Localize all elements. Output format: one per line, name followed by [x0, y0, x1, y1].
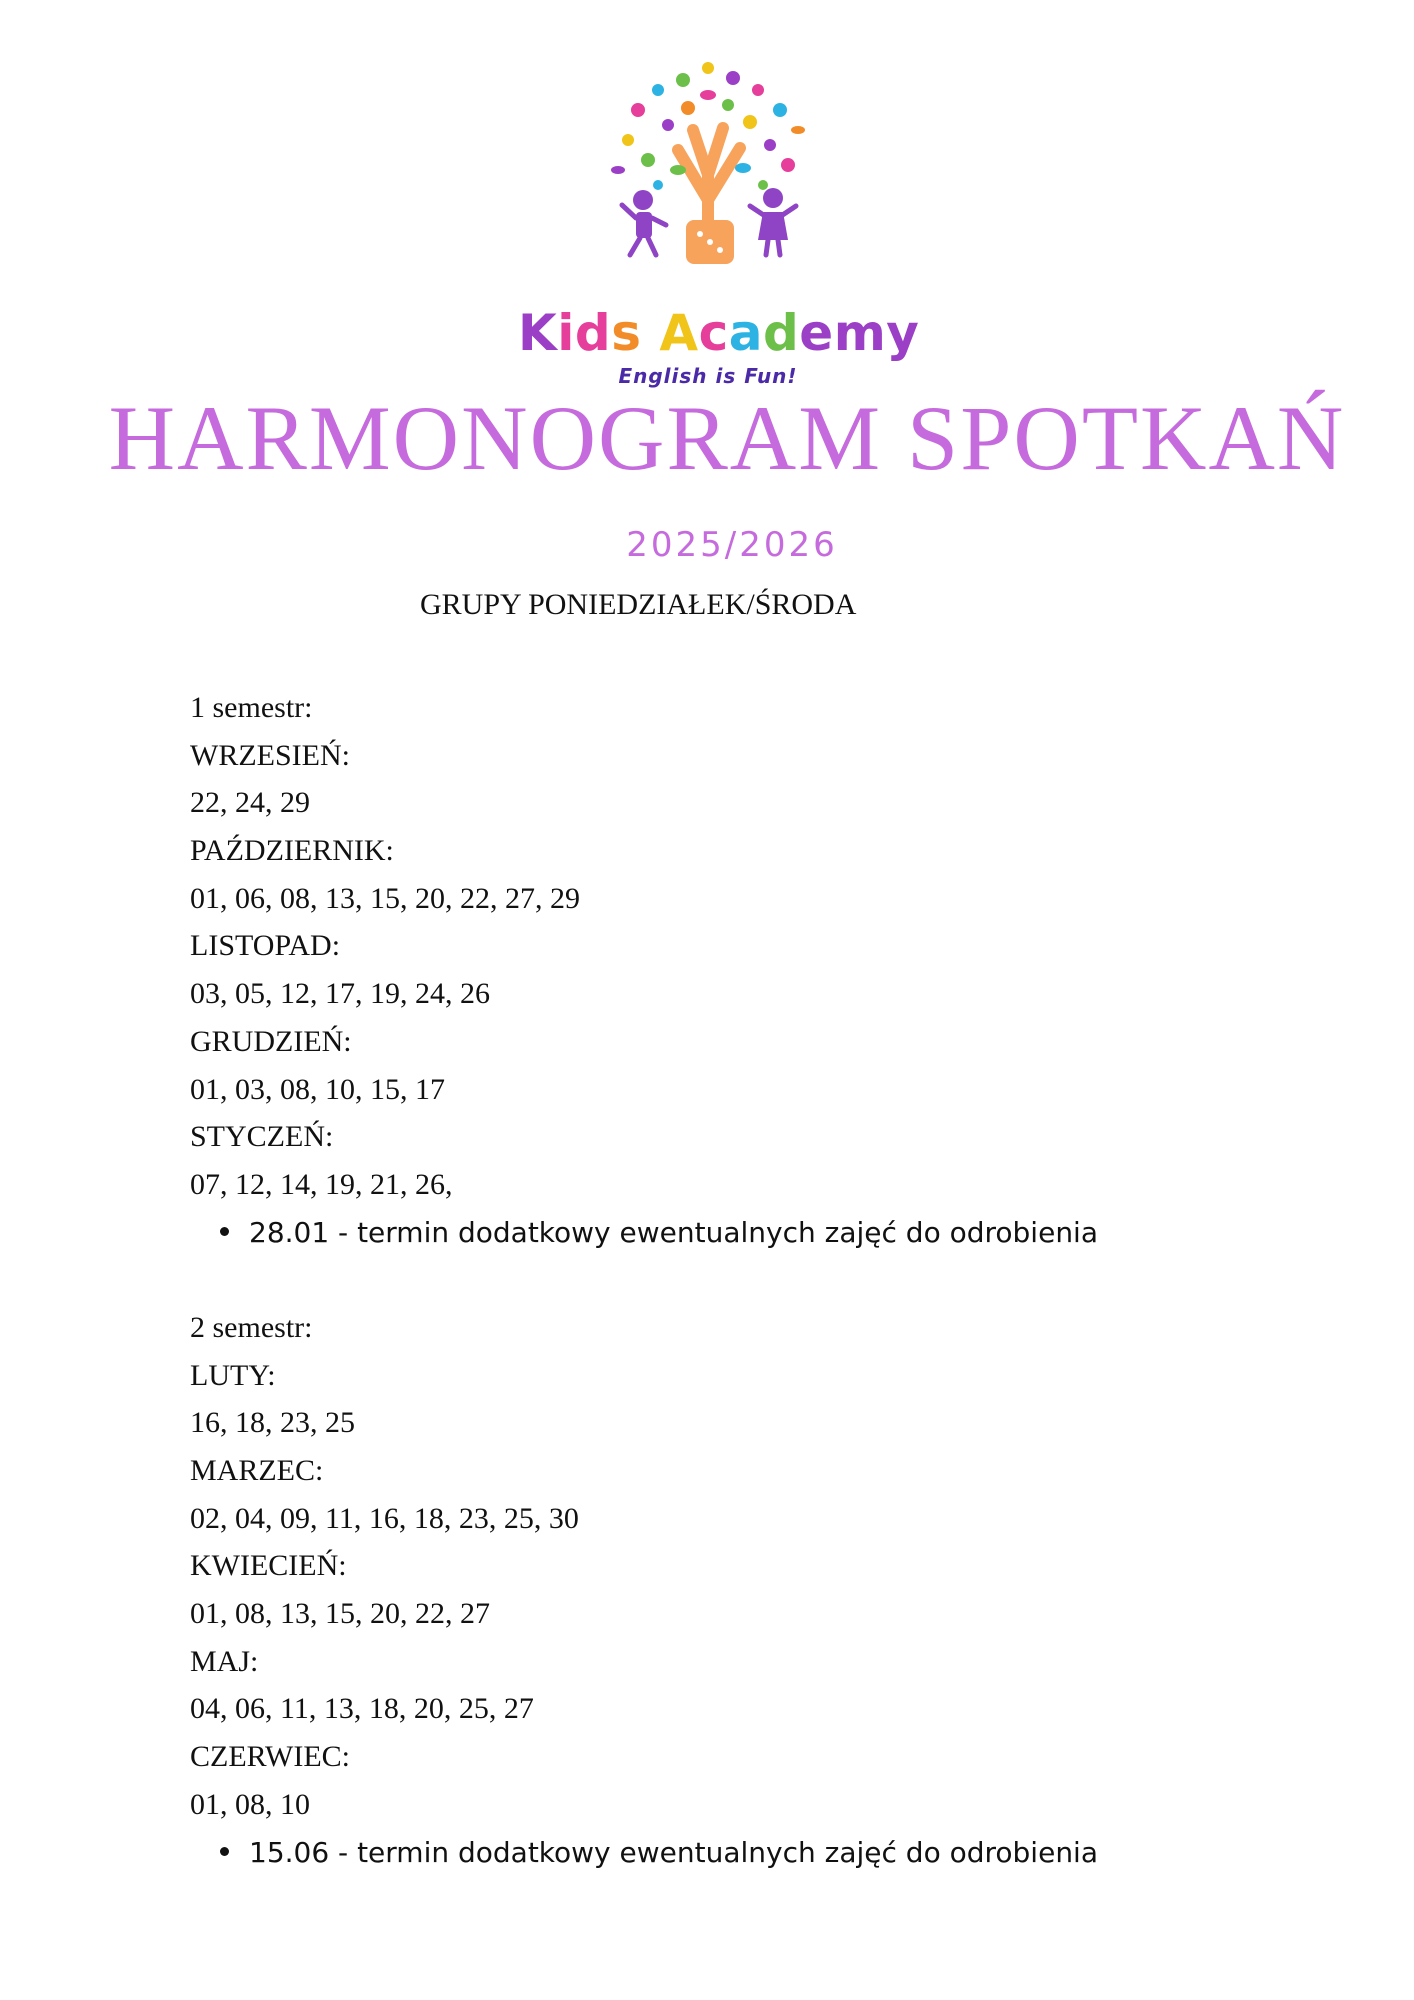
- month-name: KWIECIEŃ:: [190, 1549, 347, 1583]
- month-dates: 02, 04, 09, 11, 16, 18, 23, 25, 30: [190, 1501, 579, 1535]
- brand-letter: i: [557, 304, 575, 362]
- brand-letter: c: [698, 304, 729, 362]
- month-name: PAŹDZIERNIK:: [190, 834, 394, 868]
- month-dates: 01, 06, 08, 13, 15, 20, 22, 27, 29: [190, 881, 580, 915]
- school-year: 2025/2026: [626, 525, 838, 565]
- brand-name: [518, 304, 920, 362]
- month-dates: 04, 06, 11, 13, 18, 20, 25, 27: [190, 1692, 534, 1726]
- semester-1-note: [190, 1209, 1290, 1257]
- note-text: 15.06 - termin dodatkowy ewentualnych zajęć do odrobienia: [249, 1835, 1098, 1869]
- brand-letter: e: [799, 304, 834, 362]
- month-name: WRZESIEŃ:: [190, 738, 350, 772]
- brand-letter: y: [886, 304, 920, 362]
- brand-letter: d: [574, 304, 612, 362]
- brand-tagline: English is Fun!: [618, 364, 798, 388]
- semester-1-label: 1 semestr:: [190, 691, 313, 724]
- brand-letter: m: [833, 304, 887, 362]
- note-text: 28.01 - termin dodatkowy ewentualnych zajęć do odrobienia: [249, 1215, 1098, 1249]
- semester-2-note: [190, 1829, 1290, 1877]
- month-dates: 07, 12, 14, 19, 21, 26,: [190, 1167, 453, 1201]
- brand-letter: [641, 308, 659, 358]
- month-dates: 16, 18, 23, 25: [190, 1406, 355, 1440]
- kids-academy-logo: [518, 50, 920, 388]
- brand-letter: d: [762, 304, 800, 362]
- brand-letter: s: [611, 304, 642, 362]
- month-dates: 01, 03, 08, 10, 15, 17: [190, 1072, 445, 1106]
- month-name: CZERWIEC:: [190, 1740, 350, 1774]
- month-name: MARZEC:: [190, 1454, 324, 1487]
- month-dates: 01, 08, 10: [190, 1787, 310, 1821]
- schedule: [190, 684, 1290, 1876]
- month-dates: 22, 24, 29: [190, 786, 310, 820]
- brand-letter: A: [659, 304, 699, 362]
- semester-2-label: 2 semestr:: [190, 1310, 313, 1344]
- brand-letter: a: [728, 304, 763, 362]
- month-name: GRUDZIEŃ:: [190, 1024, 352, 1058]
- month-dates: 01, 08, 13, 15, 20, 22, 27: [190, 1597, 490, 1631]
- month-name: MAJ:: [190, 1644, 259, 1678]
- group-label: GRUPY PONIEDZIAŁEK/ŚRODA: [420, 588, 857, 621]
- bullet-icon: [220, 1227, 229, 1236]
- month-name: LUTY:: [190, 1358, 276, 1392]
- bullet-icon: [220, 1847, 229, 1856]
- page-title: HARMONOGRAM SPOTKAŃ: [108, 387, 1346, 489]
- month-dates: 03, 05, 12, 17, 19, 24, 26: [190, 977, 490, 1011]
- month-name: LISTOPAD:: [190, 929, 341, 963]
- tree-with-children-icon: [518, 50, 898, 300]
- brand-letter: K: [518, 304, 558, 362]
- month-name: STYCZEŃ:: [190, 1120, 334, 1154]
